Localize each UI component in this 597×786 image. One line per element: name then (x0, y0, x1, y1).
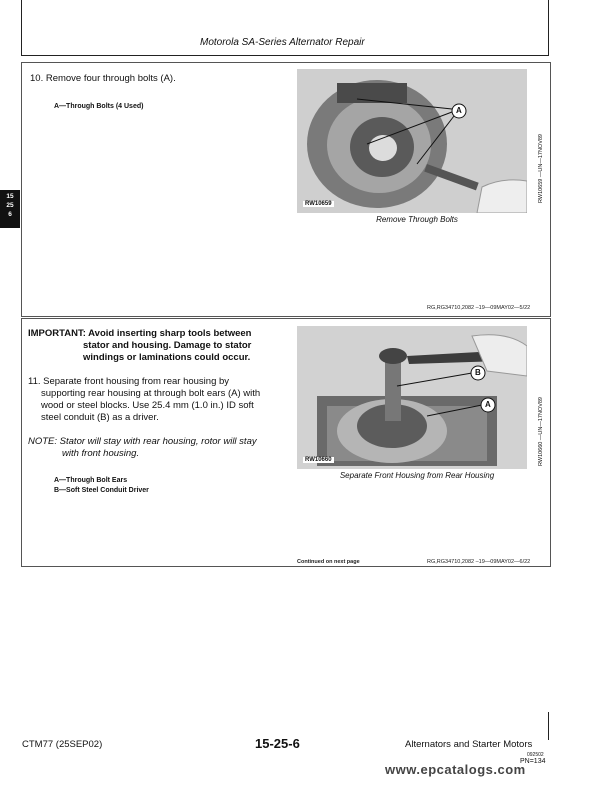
watermark: www.epcatalogs.com (385, 762, 526, 777)
header-right-rule (548, 0, 549, 55)
note-line: with front housing. (62, 448, 140, 459)
important-line (28, 328, 278, 340)
page-title: Motorola SA-Series Alternator Repair (200, 37, 365, 48)
press-illustration (297, 326, 527, 469)
footer-section-title: Alternators and Starter Motors (405, 739, 533, 750)
step-line: supporting rear housing at through bolt ears (A) with (41, 388, 261, 399)
step-11-text (28, 376, 293, 424)
image-code: RW10659 —UN—17NOV89 (538, 134, 544, 203)
important-notice (28, 328, 278, 364)
callout-a: A (485, 400, 491, 409)
step-line: wood or steel blocks. Use 25.4 mm (1.0 in.) ID soft (41, 400, 254, 411)
section-tab-line: 25 (6, 202, 14, 209)
reference-code: RG,RG34710,2082 –19—09MAY02—6/22 (427, 559, 531, 565)
section-tab-line: 15 (6, 193, 14, 200)
photo-remove-through-bolts (297, 69, 527, 213)
procedure-block-remove-bolts (21, 62, 551, 317)
footer-page-number: 15-25-6 (255, 736, 300, 751)
legend-list (54, 476, 149, 496)
callout-a: A (456, 106, 462, 115)
photo-separate-housing (297, 326, 527, 469)
step-10-text: 10. Remove four through bolts (A). (30, 73, 176, 84)
note-text (28, 436, 298, 460)
legend-item: A—Through Bolt Ears (54, 477, 128, 484)
section-tab-line: 6 (8, 211, 12, 218)
step-line: steel conduit (B) as a driver. (41, 412, 159, 423)
important-text: Avoid inserting sharp tools between (88, 328, 252, 339)
photo-caption: Separate Front Housing from Rear Housing (339, 471, 495, 480)
note-line: NOTE: Stator will stay with rear housing, rotor will stay (28, 436, 257, 447)
footer-date-code: 092502 (527, 752, 544, 758)
reference-code: RG,RG34710,2082 –19—09MAY02—5/22 (427, 305, 531, 311)
alternator-illustration (297, 69, 527, 213)
footer-right-rule (548, 712, 549, 740)
footer-pn: PN=134 (520, 758, 546, 765)
photo-caption: Remove Through Bolts (376, 215, 458, 224)
important-line: stator and housing. Damage to stator (83, 340, 252, 351)
header-left-rule (21, 0, 22, 55)
image-code: RW10660 —UN—17NOV89 (538, 397, 544, 466)
legend-item: A—Through Bolts (4 Used) (54, 103, 144, 110)
important-line: windings or laminations could occur. (83, 352, 251, 363)
procedure-block-separate-housing (21, 318, 551, 567)
header-bottom-rule (21, 55, 549, 56)
callout-b: B (475, 368, 481, 377)
footer-manual-id: CTM77 (25SEP02) (22, 739, 103, 750)
section-tab (0, 190, 20, 228)
legend-item: B—Soft Steel Conduit Driver (54, 487, 149, 494)
continued-note: Continued on next page (297, 559, 360, 565)
step-line: 11. Separate front housing from rear housing by (28, 376, 230, 387)
image-tag: RW10659 (305, 201, 332, 207)
image-tag: RW10660 (305, 457, 332, 463)
important-label: IMPORTANT: (28, 328, 86, 339)
